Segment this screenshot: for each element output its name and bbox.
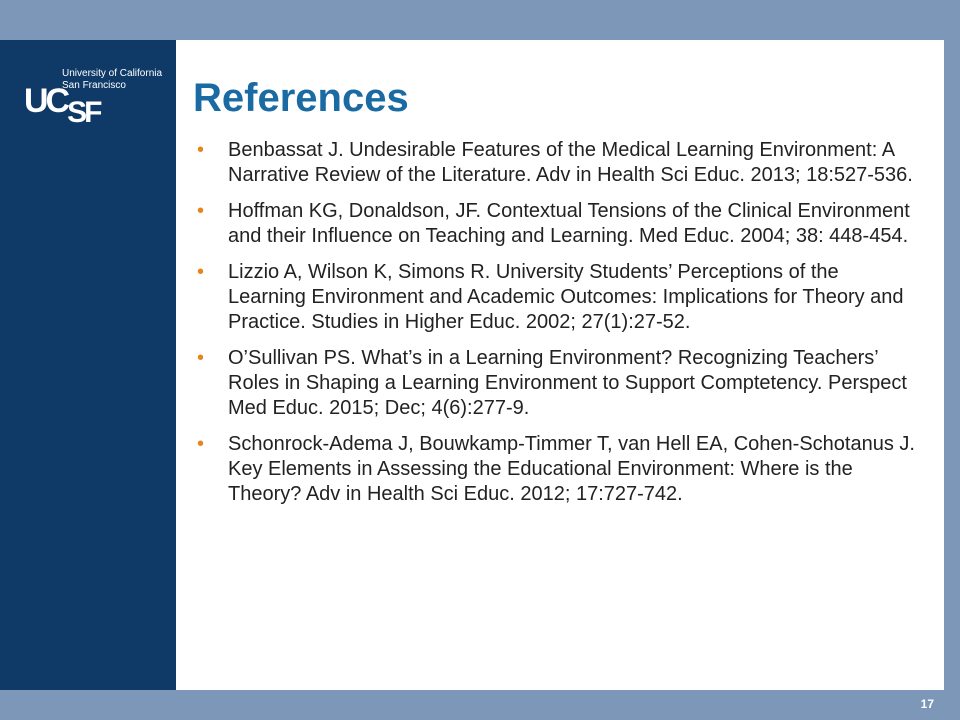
bottom-frame-bar: [0, 690, 960, 720]
reference-item: [193, 199, 918, 249]
ucsf-logo: [24, 82, 100, 129]
reference-text: Benbassat J. Undesirable Features of the Medical Learning Environment: A Narrative Review of the Literature. Adv in Health Sci Educ. 2013; 18:527-536.: [228, 139, 913, 186]
reference-text: Schonrock-Adema J, Bouwkamp-Timmer T, van Hell EA, Cohen-Schotanus J. Key Elements in Assessing the Educational Environment: Where is the Theory? Adv in Health Sci Educ. 2012; 17:727-742.: [228, 433, 915, 505]
reference-item: [193, 432, 918, 507]
bullet-icon: •: [197, 347, 205, 369]
reference-item: [193, 346, 918, 421]
reference-item: [193, 260, 918, 335]
reference-list: [193, 138, 918, 518]
brand-name: University of California San Francisco: [62, 68, 163, 91]
bullet-icon: •: [197, 200, 205, 222]
top-frame-bar: [0, 0, 960, 40]
reference-text: Hoffman KG, Donaldson, JF. Contextual Tensions of the Clinical Environment and their Influence on Teaching and Learning. Med Educ. 2004; 38: 448-454.: [228, 200, 910, 247]
right-frame-bar: [944, 0, 960, 720]
logo-sub: SF: [67, 96, 100, 129]
page-number: 17: [920, 697, 934, 711]
slide-title: References: [193, 76, 409, 120]
logo-main: UC: [24, 82, 68, 120]
reference-text: O’Sullivan PS. What’s in a Learning Environment? Recognizing Teachers’ Roles in Shaping a Learning Environment to Support Comptetency. Perspect Med Educ. 2015; Dec; 4(6):277-9.: [228, 347, 907, 419]
reference-text: Lizzio A, Wilson K, Simons R. University Students’ Perceptions of the Learning Environment and Academic Outcomes: Implications for Theory and Practice. Studies in Higher Educ. 2002; 27(1):27-52.: [228, 261, 904, 333]
sidebar: [0, 40, 176, 690]
slide-content: [176, 40, 944, 690]
reference-item: [193, 138, 918, 188]
bullet-icon: •: [197, 433, 205, 455]
bullet-icon: •: [197, 261, 205, 283]
bullet-icon: •: [197, 139, 205, 161]
